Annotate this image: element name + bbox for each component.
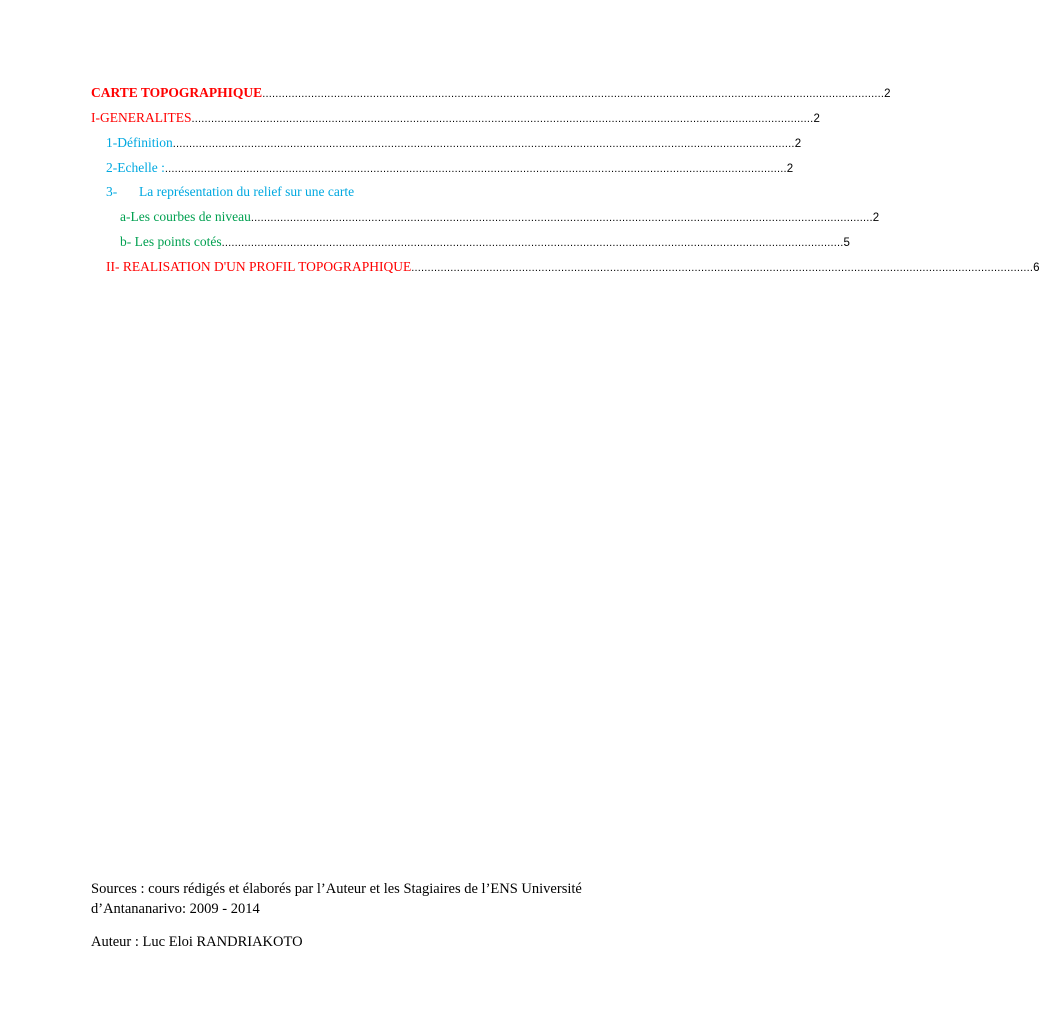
toc-entry-label: II- REALISATION D'UN PROFIL TOPOGRAPHIQUE [106,259,412,274]
toc-page-number: 6 [1033,262,1040,274]
toc-entry-number: 1- [106,135,118,150]
toc-leader: ............................................................................................................................................................................................... [191,113,814,125]
toc-entry-definition[interactable] [0,133,802,153]
author-line: Auteur : Luc Eloi RANDRIAKOTO [91,934,303,950]
toc-entry-number: I- [91,110,100,125]
toc-entry-label: Les courbes de niveau [130,209,251,224]
toc-entry-number: 2- [106,160,118,175]
toc-page-number: 2 [872,212,880,224]
toc-leader: ............................................................................................................................................................................................... [262,88,885,100]
toc-page-number: 2 [813,113,820,125]
toc-leader: ............................................................................................................................................................................................... [250,212,873,224]
toc-entry-label: Echelle : [117,160,165,175]
toc-page-number: 2 [884,88,891,100]
toc-entry-label: Définition [117,135,173,150]
toc-leader: ............................................................................................................................................................................................... [221,237,844,249]
toc-entry-echelle[interactable] [0,158,794,178]
toc-page-number: 2 [786,163,794,175]
toc-leader: ............................................................................................................................................................................................... [411,262,1034,274]
toc-leader: ............................................................................................................................................................................................... [172,138,795,150]
toc-entry-realisation-profil[interactable] [0,257,1040,277]
toc-page-number: 2 [794,138,802,150]
toc-entry-courbes-de-niveau[interactable] [0,207,880,227]
toc-entry-number: a- [120,209,131,224]
toc-entry-label: La représentation du relief sur une carte [139,184,355,199]
toc-entry-label: b- Les points cotés [120,234,222,249]
toc-entry-points-cotes[interactable] [0,232,850,252]
toc-entry-label: GENERALITES [100,110,192,125]
toc-leader: ............................................................................................................................................................................................... [164,163,787,175]
toc-entry-carte-topographique[interactable] [0,83,891,103]
toc-entry-representation-relief[interactable] [0,182,768,202]
sources-line-2: d’Antananarivo: 2009 - 2014 [91,901,260,917]
sources-line-1: Sources : cours rédigés et élaborés par l’Auteur et les Stagiaires de l’ENS Université [91,881,582,897]
toc-entry-generalites[interactable] [0,108,820,128]
sources-note [91,879,651,919]
toc-page-number: 5 [843,237,850,249]
toc-entry-number: 3- [106,184,118,199]
toc-entry-label: CARTE TOPOGRAPHIQUE [91,85,263,100]
